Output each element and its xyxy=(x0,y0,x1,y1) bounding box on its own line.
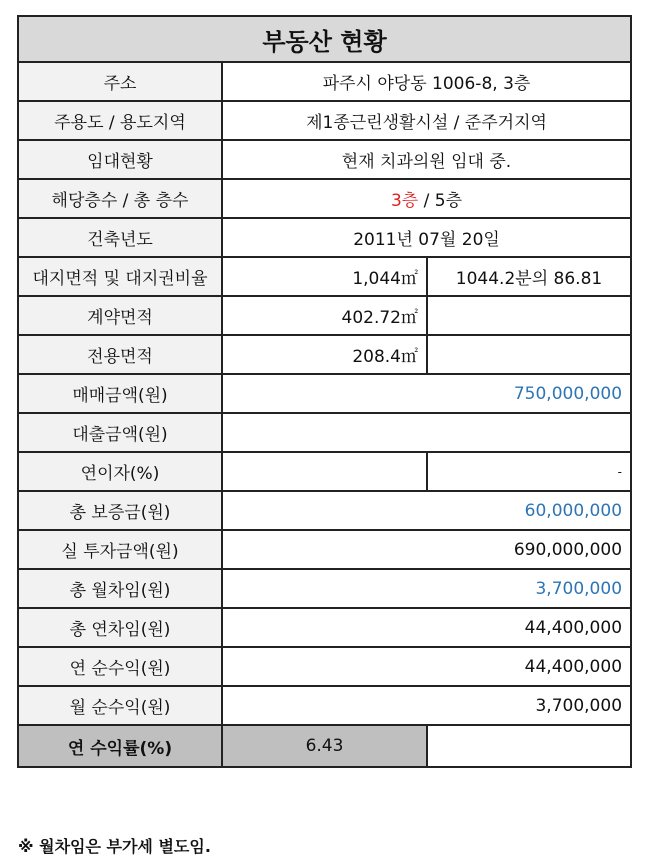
monthly-rent-value: 3,700,000 xyxy=(222,569,631,608)
current-floor: 3층 xyxy=(390,191,419,211)
monthly-net-value: 3,700,000 xyxy=(222,686,631,725)
land-area-value: 1,044㎡ xyxy=(222,257,427,296)
address-value: 파주시 야당동 1006-8, 3층 xyxy=(222,62,631,101)
table-row xyxy=(18,686,631,725)
built-label: 건축년도 xyxy=(18,218,222,257)
address-label: 주소 xyxy=(18,62,222,101)
table-row xyxy=(18,413,631,452)
table-row xyxy=(18,218,631,257)
annual-rent-label: 총 연차임(원) xyxy=(18,608,222,647)
table-row xyxy=(18,452,631,491)
floor-label: 해당층수 / 총 층수 xyxy=(18,179,222,218)
interest-value xyxy=(222,452,427,491)
exclusive-area-value: 208.4㎡ xyxy=(222,335,427,374)
table-row xyxy=(18,101,631,140)
table-row xyxy=(18,140,631,179)
lease-value: 현재 치과의원 임대 중. xyxy=(222,140,631,179)
annual-net-value: 44,400,000 xyxy=(222,647,631,686)
monthly-rent-label: 총 월차임(원) xyxy=(18,569,222,608)
table-row xyxy=(18,647,631,686)
contract-area-label: 계약면적 xyxy=(18,296,222,335)
built-value: 2011년 07월 20일 xyxy=(222,218,631,257)
yield-row xyxy=(18,725,631,767)
deposit-label: 총 보증금(원) xyxy=(18,491,222,530)
investment-value: 690,000,000 xyxy=(222,530,631,569)
yield-extra xyxy=(427,725,631,767)
table-row xyxy=(18,257,631,296)
table-row xyxy=(18,335,631,374)
sale-price-label: 매매금액(원) xyxy=(18,374,222,413)
title-row xyxy=(18,16,631,62)
interest-label: 연이자(%) xyxy=(18,452,222,491)
zoning-value: 제1종근린생활시설 / 준주거지역 xyxy=(222,101,631,140)
table-row xyxy=(18,608,631,647)
exclusive-area-label: 전용면적 xyxy=(18,335,222,374)
sale-price-value: 750,000,000 xyxy=(222,374,631,413)
table-row xyxy=(18,374,631,413)
table-row xyxy=(18,179,631,218)
land-label: 대지면적 및 대지권비율 xyxy=(18,257,222,296)
table-row xyxy=(18,296,631,335)
annual-rent-value: 44,400,000 xyxy=(222,608,631,647)
page-title: 부동산 현황 xyxy=(18,16,631,62)
loan-label: 대출금액(원) xyxy=(18,413,222,452)
zoning-label: 주용도 / 용도지역 xyxy=(18,101,222,140)
footnote: ※ 월차임은 부가세 별도임. xyxy=(18,837,211,856)
lease-label: 임대현황 xyxy=(18,140,222,179)
loan-value xyxy=(222,413,631,452)
land-ratio-value: 1044.2분의 86.81 xyxy=(427,257,631,296)
monthly-net-label: 월 순수익(원) xyxy=(18,686,222,725)
total-floors: / 5층 xyxy=(418,191,463,211)
table-row xyxy=(18,491,631,530)
table-row xyxy=(18,530,631,569)
annual-net-label: 연 순수익(원) xyxy=(18,647,222,686)
yield-value: 6.43 xyxy=(222,725,427,767)
contract-area-extra xyxy=(427,296,631,335)
deposit-value: 60,000,000 xyxy=(222,491,631,530)
yield-label: 연 수익률(%) xyxy=(18,725,222,767)
floor-value xyxy=(222,179,631,218)
contract-area-value: 402.72㎡ xyxy=(222,296,427,335)
investment-label: 실 투자금액(원) xyxy=(18,530,222,569)
interest-extra: - xyxy=(427,452,631,491)
table-row xyxy=(18,569,631,608)
property-status-table xyxy=(17,15,632,768)
table-row xyxy=(18,62,631,101)
exclusive-area-extra xyxy=(427,335,631,374)
